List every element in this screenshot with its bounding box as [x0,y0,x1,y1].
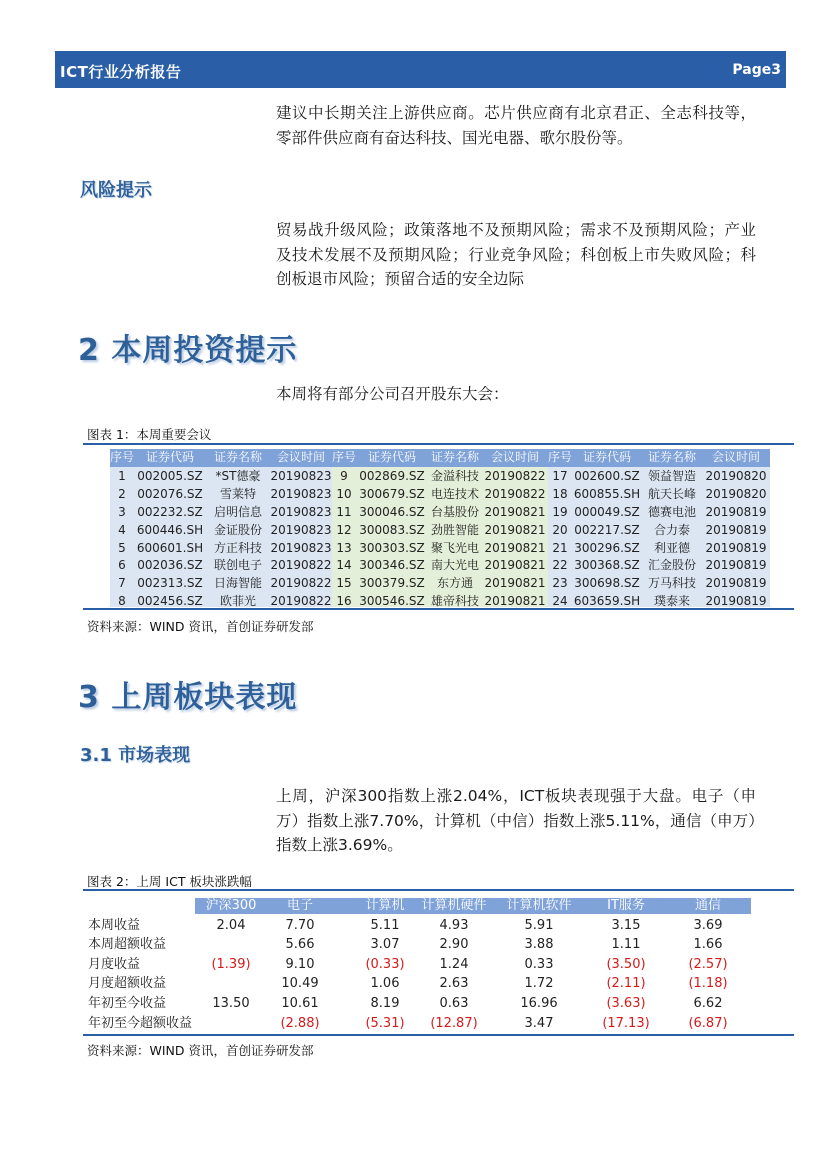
meeting-cell: 300368.SZ [574,558,640,573]
returns-cell: (17.13) [602,1015,650,1031]
section-2-paragraph: 本周将有部分公司召开股东大会： [276,385,509,403]
meeting-header-cell: 会议时间 [276,450,325,464]
meeting-cell: 002076.SZ [137,486,203,501]
meeting-cell: 5 [118,540,126,555]
returns-cell: (1.18) [688,976,728,992]
returns-cell: 5.91 [524,917,554,933]
returns-cell: 3.15 [611,917,641,933]
returns-cell: 2.63 [439,976,469,992]
meeting-cell: 方正科技 [213,540,262,555]
meeting-cell: 3 [118,504,126,519]
returns-cell: 5.66 [285,937,315,953]
returns-table-source: 资料来源：WIND 资讯，首创证券研发部 [87,1043,314,1058]
meeting-cell: 汇金股份 [647,558,696,573]
meeting-cell: 欧菲光 [219,594,256,609]
meeting-cell: 13 [336,540,352,555]
returns-cell: (6.87) [688,1015,728,1031]
meeting-cell: 002232.SZ [137,504,203,519]
returns-cell: 4.93 [439,917,469,933]
table-row [110,557,770,575]
returns-cell: 10.61 [281,996,319,1011]
returns-cell: 1.24 [439,956,469,972]
meeting-cell: 002217.SZ [574,522,640,537]
meeting-header-cell: 序号 [110,450,134,464]
meeting-cell: 日海智能 [213,576,262,591]
meeting-cell: 7 [118,576,126,591]
table-row [110,575,770,593]
meeting-cell: 300698.SZ [574,576,640,591]
returns-cell: 1.11 [611,937,641,953]
meeting-cell: 21 [552,540,568,555]
meeting-cell: 20190821 [484,594,546,609]
returns-cell: 1.66 [693,937,723,953]
meeting-cell: 台基股份 [430,504,479,519]
meeting-cell: 电连技术 [430,486,479,501]
meeting-cell: 联创电子 [213,558,262,573]
meeting-cell: 20190822 [270,594,332,609]
meeting-cell: 20190819 [705,522,767,537]
section-2-heading: 2 本周投资提示 [78,333,298,368]
meeting-cell: *ST德豪 [215,468,261,483]
returns-cell: 6.62 [693,996,723,1011]
meeting-table-caption: 图表 1：本周重要会议 [87,427,212,442]
meeting-cell: 万马科技 [647,576,696,591]
meeting-cell: 10 [336,486,352,501]
returns-cell: 10.49 [281,976,319,992]
intro-paragraph: 建议中长期关注上游供应商。芯片供应商有北京君正、全志科技等，零部件供应商有奋达科技、国光电器、歌尔股份等。 [276,104,756,147]
returns-cell: 3.47 [524,1015,554,1031]
meeting-cell: 1 [118,468,126,483]
meeting-cell: 11 [336,504,352,519]
meeting-header-cell: 证券代码 [367,450,416,464]
meeting-cell: 东方通 [436,576,473,591]
section-3-1-heading: 3.1 市场表现 [80,745,191,766]
returns-cell: 13.50 [212,996,250,1011]
meeting-cell: 300083.SZ [359,522,425,537]
meeting-cell: 璞泰来 [653,594,690,609]
meeting-table-top-rule [83,443,794,445]
meeting-cell: 17 [552,468,568,483]
table-row [110,540,770,558]
meeting-cell: 9 [340,468,348,483]
returns-header-cell: IT服务 [607,898,645,913]
meeting-cell: 002456.SZ [137,594,203,609]
returns-cell: 9.10 [285,956,315,972]
table-row [88,994,788,1014]
meeting-cell: 15 [336,576,352,591]
returns-table-caption: 图表 2：上周 ICT 板块涨跌幅 [87,874,252,889]
returns-table-header [88,896,788,916]
meeting-cell: 20190821 [484,540,546,555]
meeting-cell: 雪莱特 [219,486,256,501]
meeting-cell: 德赛电池 [647,504,696,519]
returns-cell: (12.87) [430,1015,478,1031]
meeting-cell: 300679.SZ [359,486,425,501]
meeting-table-header [110,449,770,467]
meeting-header-cell: 证券代码 [582,450,631,464]
meeting-cell: 聚飞光电 [430,540,479,555]
meeting-cell: 600601.SH [136,540,204,555]
meeting-cell: 600855.SH [573,486,641,501]
meeting-header-cell: 序号 [548,450,572,464]
meeting-cell: 20 [552,522,568,537]
returns-cell: 2.90 [439,937,469,953]
meeting-cell: 300546.SZ [359,594,425,609]
meeting-cell: 20190823 [270,540,332,555]
returns-cell: 3.07 [370,937,400,953]
returns-header-cell: 计算机硬件 [421,898,487,913]
meeting-cell: 300303.SZ [359,540,425,555]
section-3-heading: 3 上周板块表现 [78,680,298,715]
meeting-cell: 合力泰 [653,522,690,537]
meeting-cell: 002869.SZ [359,468,425,483]
meeting-cell: 金溢科技 [430,468,479,483]
meeting-cell: 300346.SZ [359,558,425,573]
meeting-cell: 20190819 [705,558,767,573]
meeting-cell: 20190819 [705,594,767,609]
meeting-header-cell: 证券名称 [213,450,262,464]
meeting-cell: 20190823 [270,504,332,519]
meeting-header-cell: 序号 [332,450,356,464]
meeting-cell: 4 [118,522,126,537]
returns-table-bottom-rule [83,1034,794,1036]
table-row [110,486,770,504]
meeting-cell: 20190822 [270,576,332,591]
meeting-cell: 南大光电 [430,558,479,573]
meeting-cell: 航天长峰 [647,486,696,501]
meeting-cell: 20190823 [270,486,332,501]
meeting-cell: 金证股份 [213,522,262,537]
meeting-cell: 600446.SH [136,522,204,537]
meeting-cell: 300046.SZ [359,504,425,519]
meeting-cell: 16 [336,594,352,609]
meeting-cell: 雄帝科技 [430,594,479,609]
meeting-cell: 劲胜智能 [430,522,479,537]
meeting-cell: 20190823 [270,522,332,537]
meeting-cell: 利亚德 [653,540,690,555]
meeting-cell: 20190823 [270,468,332,483]
meeting-cell: 19 [552,504,568,519]
returns-cell: (3.50) [606,956,646,972]
meeting-cell: 300379.SZ [359,576,425,591]
meeting-cell: 8 [118,594,126,609]
meeting-header-cell: 证券代码 [145,450,194,464]
meeting-cell: 002036.SZ [137,558,203,573]
meeting-cell: 603659.SH [573,594,641,609]
meeting-cell: 14 [336,558,352,573]
returns-header-cell: 通信 [694,898,721,913]
returns-cell: 8.19 [370,996,400,1011]
table-row [88,935,788,955]
meeting-header-cell: 会议时间 [711,450,760,464]
meeting-header-cell: 会议时间 [490,450,539,464]
meeting-cell: 20190821 [484,504,546,519]
meeting-cell: 20190819 [705,540,767,555]
meeting-cell: 12 [336,522,352,537]
meeting-cell: 300296.SZ [574,540,640,555]
meeting-cell: 启明信息 [213,504,262,519]
risk-paragraph: 贸易战升级风险；政策落地不及预期风险；需求不及预期风险；产业及技术发展不及预期风险；行业竞争风险；科创板上市失败风险；科创板退市风险；预留合适的安全边际 [276,221,756,288]
meeting-cell: 20190821 [484,522,546,537]
meeting-cell: 20190822 [484,468,546,483]
meeting-cell: 20190819 [705,576,767,591]
returns-cell: 1.06 [370,976,400,992]
table-row [88,974,788,994]
meeting-table-source: 资料来源：WIND 资讯，首创证券研发部 [87,619,314,634]
meeting-cell: 20190821 [484,558,546,573]
returns-header-cell: 计算机 [365,898,405,913]
meeting-cell: 24 [552,594,568,609]
returns-row-label: 年初至今超额收益 [88,1015,193,1031]
meeting-cell: 20190820 [705,468,767,483]
page-number: Page3 [732,62,781,78]
returns-cell: (5.31) [365,1015,405,1031]
table-row [88,916,788,936]
returns-header-cell: 沪深300 [205,898,257,913]
section-3-paragraph: 上周，沪深300指数上涨2.04%，ICT板块表现强于大盘。电子（申万）指数上涨7.70%，计算机（中信）指数上涨5.11%，通信（申万）指数上涨3.69%。 [276,787,756,854]
meeting-cell: 20190822 [484,486,546,501]
returns-row-label: 月度超额收益 [88,976,167,992]
table-row [110,504,770,522]
meeting-cell: 18 [552,486,568,501]
table-row [110,468,770,486]
meeting-cell: 领益智造 [647,468,696,483]
meeting-header-cell: 证券名称 [430,450,479,464]
returns-cell: 7.70 [285,917,315,933]
meeting-table-bottom-rule [83,608,794,610]
meeting-cell: 002005.SZ [137,468,203,483]
meeting-cell: 20190819 [705,504,767,519]
returns-table-top-rule [83,889,794,891]
returns-cell: (2.57) [688,956,728,972]
returns-row-label: 本周收益 [88,917,141,933]
meeting-cell: 002313.SZ [137,576,203,591]
meeting-cell: 20190820 [705,486,767,501]
returns-row-label: 月度收益 [88,956,141,972]
returns-cell: 16.96 [520,996,558,1011]
meeting-cell: 22 [552,558,568,573]
returns-cell: 0.33 [524,956,554,972]
returns-cell: 3.88 [524,937,554,953]
returns-cell: 3.69 [693,917,723,933]
table-row [88,1014,788,1034]
returns-row-label: 年初至今收益 [88,996,167,1011]
returns-cell: 2.04 [216,917,246,933]
meeting-cell: 20190822 [270,558,332,573]
meeting-cell: 23 [552,576,568,591]
returns-cell: (2.11) [606,976,646,992]
returns-cell: 5.11 [370,917,400,933]
meeting-cell: 20190821 [484,576,546,591]
table-row [88,955,788,975]
meeting-cell: 2 [118,486,126,501]
meeting-table [110,449,770,607]
returns-header-cell: 计算机软件 [506,898,572,913]
returns-cell: (3.63) [606,996,646,1011]
table-row [110,522,770,540]
returns-cell: 0.63 [439,996,469,1011]
returns-cell: 1.72 [524,976,554,992]
meeting-cell: 000049.SZ [574,504,640,519]
returns-cell: (1.39) [211,956,251,972]
meeting-header-cell: 证券名称 [647,450,696,464]
report-title: ICT行业分析报告 [60,63,182,81]
returns-cell: (0.33) [365,956,405,972]
meeting-cell: 002600.SZ [574,468,640,483]
returns-header-cell: 电子 [286,898,313,913]
risk-heading: 风险提示 [80,180,152,201]
returns-cell: (2.88) [280,1015,320,1031]
returns-row-label: 本周超额收益 [88,937,167,953]
meeting-cell: 6 [118,558,126,573]
